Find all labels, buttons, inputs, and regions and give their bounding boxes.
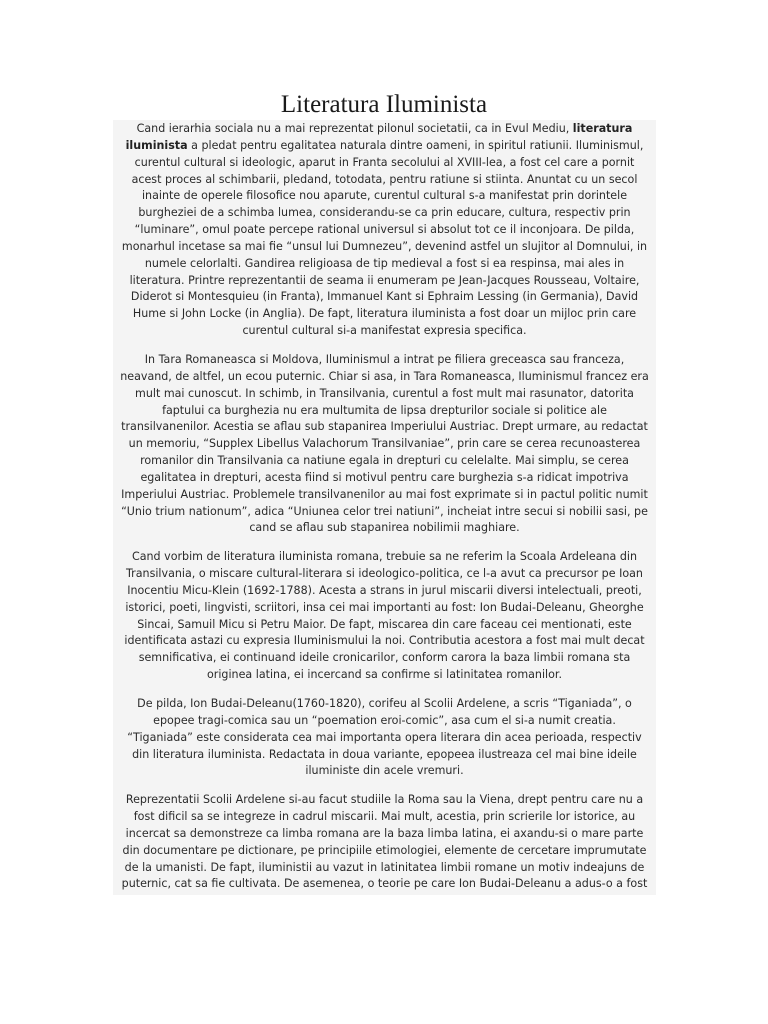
paragraph-rest: a pledat pentru egalitatea naturala dintre oameni, in spiritul ratiunii. Iluminismul, curentul cultural si ideologic, aparut in Franta secolului al XVIII-lea, a fost cel care a pornit acest proces al schimbarii, pledand, totodata, pentru ratiune si stiinta. Anuntat cu un secol inainte de operele filosofice nou aparute, curentul cultural s-a manifestat prin dorintele burgheziei de a schimba lumea, considerandu-se ca prin educare, cultura, respectiv prin “luminare”, omul poate percepe rational universul si absolut tot ce il inconjoara. De pilda, monarhul incetase sa mai fie “unsul lui Dumnezeu”, devenind astfel un slujitor al Domnului, in numele celorlalti. Gandirea religioasa de tip medieval a fost si ea respinsa, mai ales in literatura. Printre reprezentantii de seama ii enumeram pe Jean-Jacques Rousseau, Voltaire, Diderot si Montesquieu (in Franta), Immanuel Kant si Ephraim Lessing (in Germania), David Hume si John Locke (in Anglia). De fapt, literatura iluminista a fost doar un mijloc prin care curentul cultural si-a manifestat expresia specifica. [121,138,648,338]
paragraph: In Tara Romaneasca si Moldova, Iluminismul a intrat pe filiera greceasca sau franceza, neavand, de altfel, un ecou puternic. Chiar si asa, in Tara Romaneasca, Iluminismul francez era mult mai cunoscut. In schimb, in Transilvania, curentul a fost mult mai rasunator, datorita faptului ca burghezia nu era multumita de lipsa drepturilor sociale si politice ale transilvanenilor. Acestia se aflau sub stapanirea Imperiului Austriac. Drept urmare, au redactat un memoriu, “Supplex Libellus Valachorum Transilvaniae”, prin care se cerea recunoasterea romanilor din Transilvania ca natiune egala in drepturi cu celelalte. Mai simplu, se cerea egalitatea in drepturi, acesta fiind si motivul pentru care burghezia s-a ridicat impotriva Imperiului Austriac. Problemele transilvanenilor au mai fost exprimate si in pactul politic numit “Unio trium nationum”, adica “Uniunea celor trei natiuni”, incheiat intre secui si nobilii sasi, pe cand se aflau sub stapanirea nobilimii maghiare. [120,352,649,535]
paragraph [113,121,656,340]
paragraph-lead: Cand ierarhia sociala nu a mai reprezentat pilonul societatii, ca in Evul Mediu, [136,122,573,135]
document-title: Literatura Iluminista [280,91,488,118]
document-body [113,120,656,895]
bold-term: literatura iluminista [125,122,633,152]
paragraph: Cand vorbim de literatura iluminista romana, trebuie sa ne referim la Scoala Ardeleana din Transilvania, o miscare cultural-literara si ideologico-politica, ce l-a avut ca precursor pe Ioan Inocentiu Micu-Klein (1692-1788). Acesta a strans in jurul miscarii diversi intelectuali, preoti, istorici, poeti, lingvisti, scriitori, insa cei mai importanti au fost: Ion Budai-Deleanu, Gheorghe Sincai, Samuil Micu si Petru Maior. De fapt, miscarea din care faceau cei mentionati, este identificata astazi cu expresia Iluminismului la noi. Contributia acestora a fost mai mult decat semnificativa, ei continuand ideile cronicarilor, conform carora la baza limbii romana sta originea latina, ei incercand sa confirme si latinitatea romanilor. [124,550,645,682]
paragraph: De pilda, Ion Budai-Deleanu(1760-1820), corifeu al Scolii Ardelene, a scris “Tiganiada”, o epopee tragi-comica sau un “poemation eroi-comic”, asa cum el si-a numit creatia. “Tiganiada” este considerata cea mai importanta opera literara din acea perioada, respectiv din literatura iluminista. Redactata in doua variante, epopeea ilustreaza cel mai bine ideile iluministe din acele vremuri. [127,697,642,778]
paragraph: Reprezentatii Scolii Ardelene si-au facut studiile la Roma sau la Viena, drept pentru care nu a fost dificil sa se integreze in cadrul miscarii. Mai mult, acestia, prin scrierile lor istorice, au incercat sa demonstreze ca limba romana are la baza limba latina, ei axandu-si o mare parte din documentare pe dictionare, pe principiile etimologiei, elemente de cercetare imprumutate de la umanisti. De fapt, iluministii au vazut in latinitatea limbii romane un motiv indeajuns de puternic, cat sa fie cultivata. De asemenea, o teorie pe care Ion Budai-Deleanu a adus-o a fost [121,793,648,891]
